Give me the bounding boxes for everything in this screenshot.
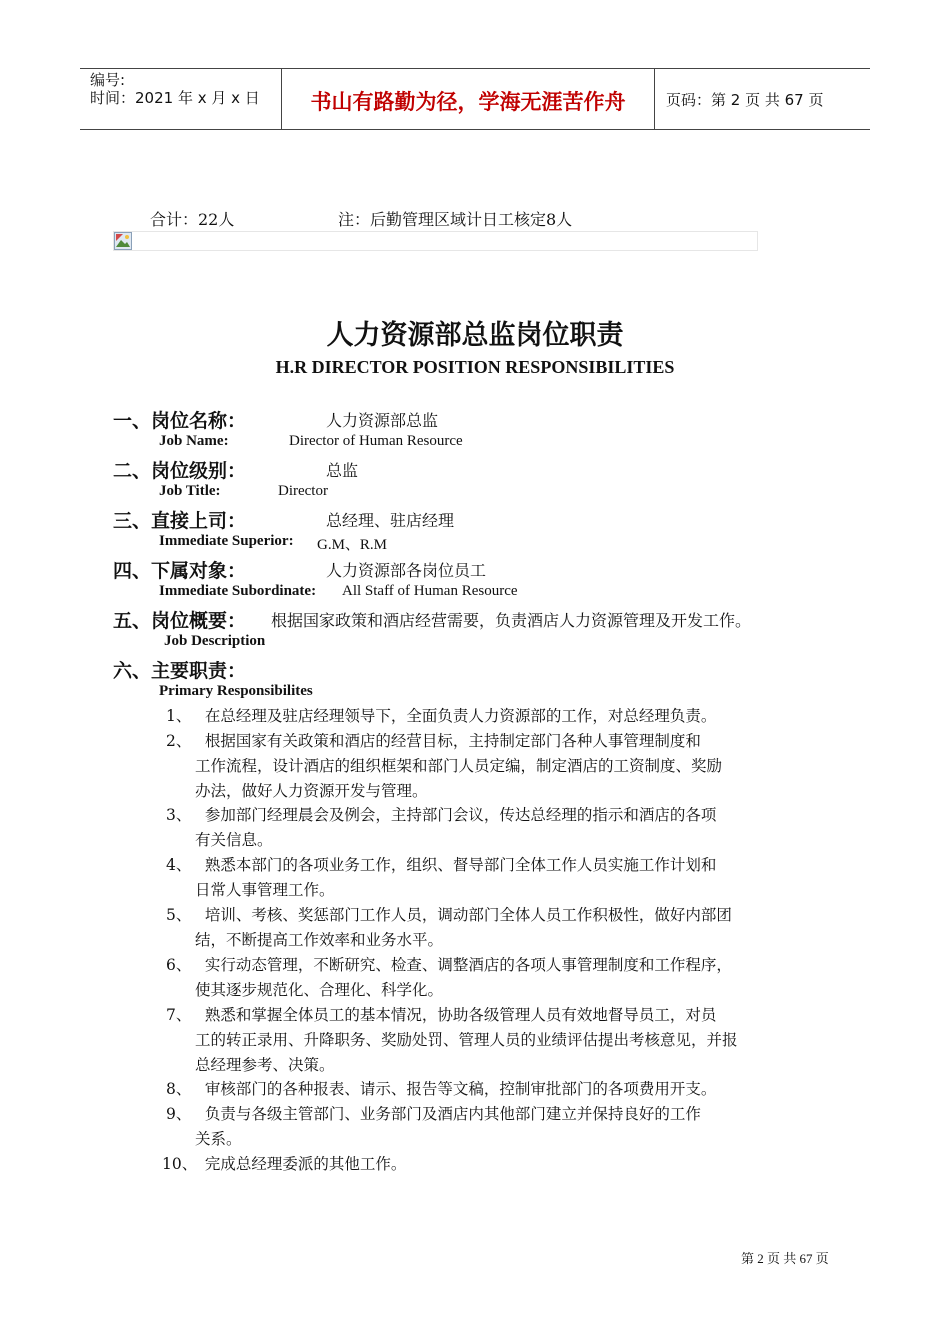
section-en-label: Immediate Superior: [159, 533, 294, 549]
section-en-label: Job Description [164, 633, 266, 649]
serial-label: 编号: [90, 71, 126, 89]
section-value: 根据国家政策和酒店经营需要，负责酒店人力资源管理及开发工作。 [271, 611, 752, 630]
section-en-label: Job Title: [159, 483, 221, 499]
list-item-text: 参加部门经理晨会及例会，主持部门会议，传达总经理的指示和酒店的各项 有关信息。 [195, 806, 717, 849]
section-heading: 五、岗位概要： [113, 610, 247, 632]
section-heading: 四、下属对象： [113, 560, 247, 582]
list-item-text: 在总经理及驻店经理领导下，全面负责人力资源部的工作，对总经理负责。 [195, 707, 717, 725]
staff-note: 注：后勤管理区域计日工核定8人 [338, 210, 573, 229]
date-line: 时间：2021 年 x 月 x 日 [90, 89, 260, 107]
header-motto: 书山有路勤为径，学海无涯苦作舟 [310, 90, 626, 114]
section-heading: 三、直接上司： [113, 510, 247, 532]
page-header [80, 68, 870, 130]
section-en-label: Immediate Subordinate: [159, 583, 317, 599]
list-item [166, 803, 846, 853]
list-item-text: 根据国家有关政策和酒店的经营目标，主持制定部门各种人事管理制度和 工作流程，设计酒店的组织框架和部门人员定编，制定酒店的工资制度、奖励 办法，做好人力资源开发与管理。 [195, 732, 723, 800]
list-item-number: 7、 [166, 1006, 192, 1024]
page-footer: 第 2 页 共 67 页 [741, 1251, 829, 1266]
section-value: 总经理、驻店经理 [326, 511, 455, 530]
section-en-label: Primary Responsibilites [159, 683, 313, 699]
list-item [162, 1152, 846, 1177]
list-item [166, 1003, 846, 1078]
list-item [166, 1102, 846, 1152]
section-value: 总监 [326, 461, 359, 480]
list-item-number: 8、 [166, 1080, 192, 1098]
list-item-text: 完成总经理委派的其他工作。 [195, 1155, 407, 1173]
list-item [166, 729, 846, 804]
header-meta [90, 71, 260, 107]
list-item-number: 5、 [166, 906, 192, 924]
section-heading: 一、岗位名称： [113, 410, 247, 432]
list-item-number: 6、 [166, 956, 192, 974]
section-en-value: Director [278, 483, 328, 499]
list-item-text: 审核部门的各种报表、请示、报告等文稿，控制审批部门的各项费用开支。 [195, 1080, 717, 1098]
list-item-text: 负责与各级主管部门、业务部门及酒店内其他部门建立并保持良好的工作 关系。 [195, 1105, 701, 1148]
list-item-number: 2、 [166, 732, 192, 750]
section-heading: 二、岗位级别： [113, 460, 247, 482]
list-item-number: 1、 [166, 707, 192, 725]
section-value: 人力资源部各岗位员工 [326, 561, 487, 580]
list-item [166, 1077, 846, 1102]
list-item [166, 853, 846, 903]
section-en-value: All Staff of Human Resource [342, 583, 518, 599]
section-heading: 六、主要职责： [113, 660, 247, 682]
header-divider [654, 69, 655, 129]
list-item [166, 903, 846, 953]
list-item-text: 熟悉和掌握全体员工的基本情况，协助各级管理人员有效地督导员工，对员 工的转正录用、升降职务、奖励处罚、管理人员的业绩评估提出考核意见，并报 总经理参考、决策。 [195, 1006, 738, 1074]
list-item-text: 培训、考核、奖惩部门工作人员，调动部门全体人员工作积极性，做好内部团 结，不断提高工作效率和业务水平。 [195, 906, 732, 949]
header-page-info: 页码：第 2 页 共 67 页 [666, 91, 824, 109]
list-item-number: 10、 [162, 1155, 198, 1173]
page-subtitle: H.R DIRECTOR POSITION RESPONSIBILITIES [275, 357, 675, 377]
broken-image-placeholder [113, 231, 758, 251]
list-item-text: 熟悉本部门的各项业务工作，组织、督导部门全体工作人员实施工作计划和 日常人事管理工作。 [195, 856, 717, 899]
list-item-text: 实行动态管理，不断研究、检查、调整酒店的各项人事管理制度和工作程序， 使其逐步规范化、合理化、科学化。 [195, 956, 732, 999]
list-item [166, 704, 846, 729]
list-item-number: 3、 [166, 806, 192, 824]
section-en-value: Director of Human Resource [289, 433, 463, 449]
section-value: 人力资源部总监 [326, 411, 439, 430]
section-en-label: Job Name: [159, 433, 229, 449]
staff-total: 合计：22人 [150, 210, 235, 229]
broken-image-icon [114, 232, 132, 250]
section-en-value: G.M、R.M [317, 537, 388, 553]
page-title: 人力资源部总监岗位职责 [326, 320, 624, 351]
list-item-number: 9、 [166, 1105, 192, 1123]
list-item-number: 4、 [166, 856, 192, 874]
list-item [166, 953, 846, 1003]
